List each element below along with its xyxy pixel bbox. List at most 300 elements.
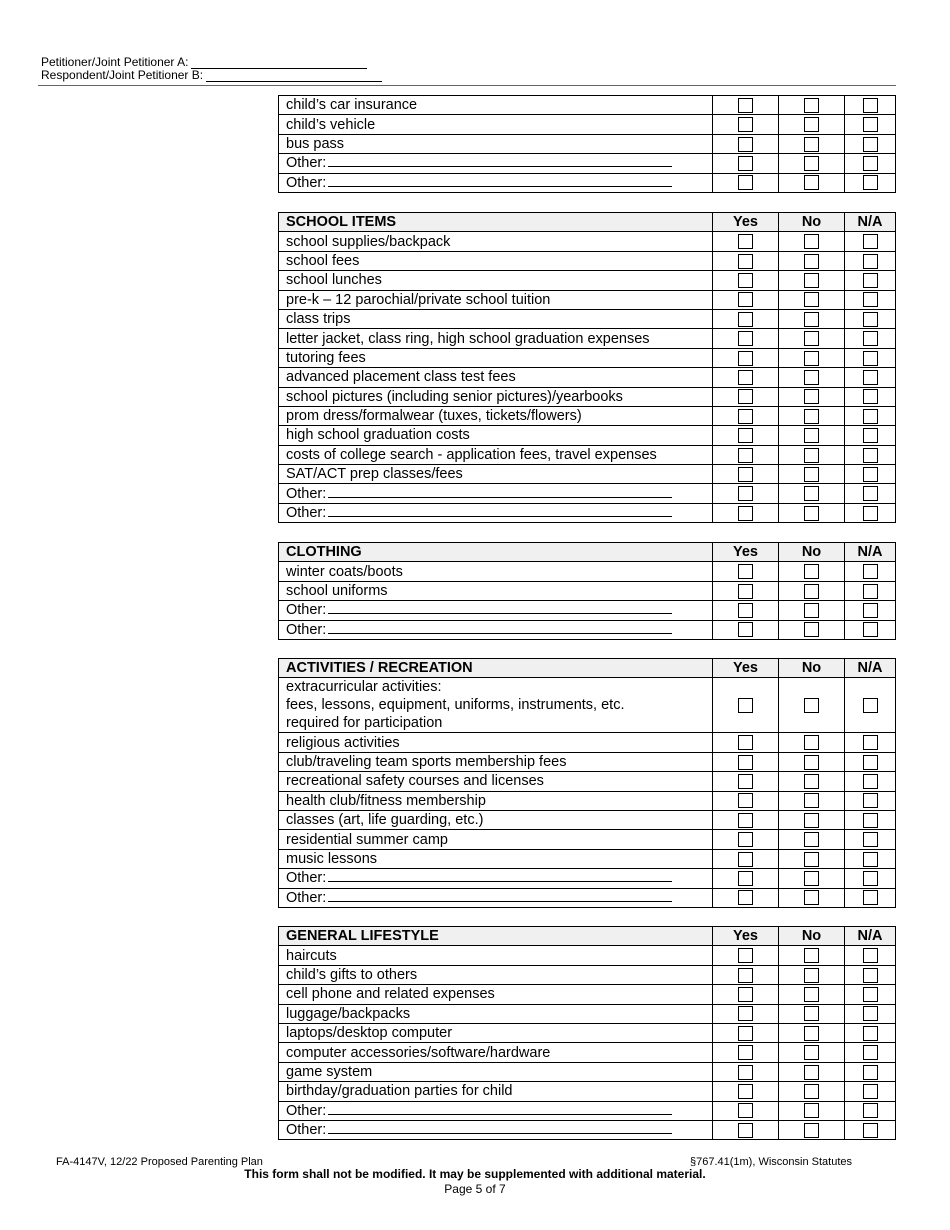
- lifestyle-row-7-no-checkbox[interactable]: [804, 1084, 819, 1099]
- checkbox-cell-yes: [713, 387, 779, 406]
- checkbox-cell-na: [845, 271, 896, 290]
- checkbox-cell-na: [845, 290, 896, 309]
- lifestyle-row-9-no-checkbox[interactable]: [804, 1123, 819, 1138]
- school-row-6-yes-checkbox[interactable]: [738, 351, 753, 366]
- checkbox-cell-na: [845, 581, 896, 600]
- checkbox-cell-no: [779, 946, 845, 965]
- lifestyle-row-7-yes-checkbox[interactable]: [738, 1084, 753, 1099]
- table-row: [279, 232, 896, 251]
- item-label-cell: [279, 445, 713, 464]
- activities-row-2-no-checkbox[interactable]: [804, 774, 819, 789]
- checkbox-cell-yes: [713, 965, 779, 984]
- activities-header-row: [279, 659, 896, 678]
- checkbox-cell-no: [779, 115, 845, 134]
- checkbox-cell-na: [845, 678, 896, 733]
- activities-row-5-no-checkbox[interactable]: [804, 832, 819, 847]
- item-label: Other:: [286, 889, 327, 906]
- school-row-5-na-checkbox[interactable]: [863, 331, 878, 346]
- clothing-row-3-yes-checkbox[interactable]: [738, 622, 753, 637]
- activities-row-8-yes-checkbox[interactable]: [738, 890, 753, 905]
- item-label: high school graduation costs: [286, 427, 470, 444]
- checkbox-cell-no: [779, 1023, 845, 1042]
- activities-body: [279, 659, 896, 908]
- school-row-2-na-checkbox[interactable]: [863, 273, 878, 288]
- lifestyle-row-1-na-checkbox[interactable]: [863, 968, 878, 983]
- activities-row-0-yes-checkbox[interactable]: [738, 735, 753, 750]
- activities-row-7-yes-checkbox[interactable]: [738, 871, 753, 886]
- modification-notice: This form shall not be modified. It may be supplemented with additional material.: [244, 1167, 706, 1181]
- checkbox-cell-no: [779, 1082, 845, 1101]
- school-row-2-yes-checkbox[interactable]: [738, 273, 753, 288]
- item-label-cell: [279, 1062, 713, 1081]
- table-row: [279, 601, 896, 620]
- item-label: club/traveling team sports membership fees: [286, 753, 567, 770]
- school-row-13-no-checkbox[interactable]: [804, 486, 819, 501]
- item-label-cell: [279, 290, 713, 309]
- activities-row-4-na-checkbox[interactable]: [863, 813, 878, 828]
- lifestyle-row-0-yes-checkbox[interactable]: [738, 948, 753, 963]
- table-row: [279, 1101, 896, 1120]
- checkbox-cell-na: [845, 869, 896, 888]
- activities-row-4-no-checkbox[interactable]: [804, 813, 819, 828]
- checkbox-cell-no: [779, 1120, 845, 1139]
- form-id: FA-4147V, 12/22 Proposed Parenting Plan: [56, 1156, 263, 1168]
- item-label-cell: [279, 869, 713, 888]
- school-row-10-yes-checkbox[interactable]: [738, 428, 753, 443]
- checkbox-cell-no: [779, 465, 845, 484]
- checkbox-cell-na: [845, 251, 896, 270]
- checkbox-cell-yes: [713, 173, 779, 192]
- activities-row-6-na-checkbox[interactable]: [863, 852, 878, 867]
- petitioner-name-field[interactable]: [191, 57, 367, 69]
- lifestyle-row-8-no-checkbox[interactable]: [804, 1103, 819, 1118]
- checkbox-cell-no: [779, 830, 845, 849]
- item-label: school uniforms: [286, 582, 388, 599]
- item-label-cell: [279, 965, 713, 984]
- activities-row-0-na-checkbox[interactable]: [863, 735, 878, 750]
- transport-row-2-yes-checkbox[interactable]: [738, 137, 753, 152]
- clothing-row-3-na-checkbox[interactable]: [863, 622, 878, 637]
- school-row-8-no-checkbox[interactable]: [804, 389, 819, 404]
- table-row: [279, 96, 896, 115]
- checkbox-cell-yes: [713, 581, 779, 600]
- checkbox-cell-na: [845, 465, 896, 484]
- checkbox-cell-na: [845, 1004, 896, 1023]
- school-row-3-no-checkbox[interactable]: [804, 292, 819, 307]
- transport-row-3-na-checkbox[interactable]: [863, 156, 878, 171]
- general-lifestyle-body: [279, 927, 896, 1140]
- school-row-13-yes-checkbox[interactable]: [738, 486, 753, 501]
- school-row-4-yes-checkbox[interactable]: [738, 312, 753, 327]
- school-row-1-yes-checkbox[interactable]: [738, 254, 753, 269]
- school-row-4-na-checkbox[interactable]: [863, 312, 878, 327]
- checkbox-cell-no: [779, 810, 845, 829]
- checkbox-cell-no: [779, 271, 845, 290]
- transport-row-0-yes-checkbox[interactable]: [738, 98, 753, 113]
- item-label-cell: [279, 1023, 713, 1042]
- checkbox-cell-no: [779, 772, 845, 791]
- school-row-12-na-checkbox[interactable]: [863, 467, 878, 482]
- checkbox-cell-yes: [713, 1043, 779, 1062]
- school-row-6-na-checkbox[interactable]: [863, 351, 878, 366]
- table-row: [279, 772, 896, 791]
- checkbox-cell-na: [845, 406, 896, 425]
- school-row-8-na-checkbox[interactable]: [863, 389, 878, 404]
- item-label-cell: [279, 1004, 713, 1023]
- column-header-na: N/A: [845, 659, 896, 678]
- checkbox-cell-yes: [713, 348, 779, 367]
- item-label-cell: [279, 733, 713, 752]
- lifestyle-header-row: [279, 927, 896, 946]
- school-items-body: [279, 213, 896, 523]
- school-row-10-no-checkbox[interactable]: [804, 428, 819, 443]
- table-row: [279, 581, 896, 600]
- table-row: [279, 290, 896, 309]
- table-row: [279, 733, 896, 752]
- activities-row-7-na-checkbox[interactable]: [863, 871, 878, 886]
- activities-row-0-no-checkbox[interactable]: [804, 735, 819, 750]
- checkbox-cell-no: [779, 329, 845, 348]
- column-header-yes: Yes: [713, 543, 779, 562]
- transport-row-0-no-checkbox[interactable]: [804, 98, 819, 113]
- table-row: [279, 562, 896, 581]
- transport-row-1-no-checkbox[interactable]: [804, 117, 819, 132]
- school-row-12-yes-checkbox[interactable]: [738, 467, 753, 482]
- other-specify-field[interactable]: [328, 504, 672, 517]
- activities-row-4-yes-checkbox[interactable]: [738, 813, 753, 828]
- item-label-cell: [279, 115, 713, 134]
- checkbox-cell-yes: [713, 271, 779, 290]
- statute-ref: §767.41(1m), Wisconsin Statutes: [689, 1156, 852, 1168]
- activities-row-2-na-checkbox[interactable]: [863, 774, 878, 789]
- section-title: ACTIVITIES / RECREATION: [279, 659, 713, 678]
- checkbox-cell-na: [845, 810, 896, 829]
- transport-row-2-no-checkbox[interactable]: [804, 137, 819, 152]
- item-label: computer accessories/software/hardware: [286, 1044, 551, 1061]
- lifestyle-row-5-no-checkbox[interactable]: [804, 1045, 819, 1060]
- checkbox-cell-na: [845, 946, 896, 965]
- school-row-14-yes-checkbox[interactable]: [738, 506, 753, 521]
- transport-row-4-no-checkbox[interactable]: [804, 175, 819, 190]
- lifestyle-row-4-na-checkbox[interactable]: [863, 1026, 878, 1041]
- activities-row-3-no-checkbox[interactable]: [804, 793, 819, 808]
- school-row-7-yes-checkbox[interactable]: [738, 370, 753, 385]
- item-label-cell: [279, 772, 713, 791]
- item-label: Other:: [286, 485, 327, 502]
- checkbox-cell-yes: [713, 251, 779, 270]
- table-row: [279, 465, 896, 484]
- checkbox-cell-yes: [713, 946, 779, 965]
- clothing-row-3-no-checkbox[interactable]: [804, 622, 819, 637]
- item-label-cell: [279, 232, 713, 251]
- activities-row-1-no-checkbox[interactable]: [804, 755, 819, 770]
- lifestyle-row-1-no-checkbox[interactable]: [804, 968, 819, 983]
- school-row-8-yes-checkbox[interactable]: [738, 389, 753, 404]
- clothing-row-0-yes-checkbox[interactable]: [738, 564, 753, 579]
- transport-row-4-yes-checkbox[interactable]: [738, 175, 753, 190]
- checkbox-cell-no: [779, 1004, 845, 1023]
- checkbox-cell-no: [779, 251, 845, 270]
- checkbox-cell-no: [779, 678, 845, 733]
- checkbox-cell-no: [779, 869, 845, 888]
- school-items-table: [278, 212, 896, 523]
- table-row: [279, 849, 896, 868]
- checkbox-cell-yes: [713, 869, 779, 888]
- item-label: recreational safety courses and licenses: [286, 773, 544, 790]
- table-row: [279, 946, 896, 965]
- item-label: haircuts: [286, 947, 337, 964]
- lifestyle-row-7-na-checkbox[interactable]: [863, 1084, 878, 1099]
- item-label-cell: [279, 791, 713, 810]
- checkbox-cell-na: [845, 752, 896, 771]
- table-row: [279, 251, 896, 270]
- page-number: Page 5 of 7: [444, 1182, 506, 1196]
- transport-body: [279, 96, 896, 193]
- lifestyle-row-6-no-checkbox[interactable]: [804, 1065, 819, 1080]
- checkbox-cell-yes: [713, 1120, 779, 1139]
- checkbox-cell-no: [779, 1101, 845, 1120]
- lifestyle-row-6-yes-checkbox[interactable]: [738, 1065, 753, 1080]
- activities-row-6-no-checkbox[interactable]: [804, 852, 819, 867]
- item-label: letter jacket, class ring, high school graduation expenses: [286, 330, 650, 347]
- checkbox-cell-yes: [713, 562, 779, 581]
- party-header: [41, 56, 382, 82]
- item-label: school pictures (including senior pictures)/yearbooks: [286, 388, 623, 405]
- lifestyle-row-5-na-checkbox[interactable]: [863, 1045, 878, 1060]
- school-row-4-no-checkbox[interactable]: [804, 312, 819, 327]
- lifestyle-row-2-na-checkbox[interactable]: [863, 987, 878, 1002]
- table-row: [279, 154, 896, 173]
- school-row-1-no-checkbox[interactable]: [804, 254, 819, 269]
- transport-row-1-yes-checkbox[interactable]: [738, 117, 753, 132]
- school-row-0-no-checkbox[interactable]: [804, 234, 819, 249]
- header-divider: [38, 85, 896, 86]
- item-label: residential summer camp: [286, 831, 448, 848]
- table-row: [279, 173, 896, 192]
- checkbox-cell-yes: [713, 465, 779, 484]
- school-row-0-yes-checkbox[interactable]: [738, 234, 753, 249]
- school-row-13-na-checkbox[interactable]: [863, 486, 878, 501]
- checkbox-cell-no: [779, 348, 845, 367]
- school-row-5-no-checkbox[interactable]: [804, 331, 819, 346]
- item-label: Other:: [286, 870, 327, 887]
- activities-row-5-yes-checkbox[interactable]: [738, 832, 753, 847]
- other-specify-field[interactable]: [328, 621, 672, 634]
- item-label: Other:: [286, 602, 327, 619]
- school-row-10-na-checkbox[interactable]: [863, 428, 878, 443]
- lifestyle-row-9-na-checkbox[interactable]: [863, 1123, 878, 1138]
- school-row-11-na-checkbox[interactable]: [863, 448, 878, 463]
- lifestyle-row-2-yes-checkbox[interactable]: [738, 987, 753, 1002]
- lifestyle-row-8-yes-checkbox[interactable]: [738, 1103, 753, 1118]
- school-row-12-no-checkbox[interactable]: [804, 467, 819, 482]
- lifestyle-row-0-na-checkbox[interactable]: [863, 948, 878, 963]
- item-label-cell: [279, 134, 713, 153]
- lifestyle-row-3-na-checkbox[interactable]: [863, 1006, 878, 1021]
- checkbox-cell-na: [845, 1043, 896, 1062]
- activities-row-5-na-checkbox[interactable]: [863, 832, 878, 847]
- activities-row-first-yes-checkbox[interactable]: [738, 698, 753, 713]
- activities-row-first-na-checkbox[interactable]: [863, 698, 878, 713]
- checkbox-cell-no: [779, 96, 845, 115]
- activities-row-1-yes-checkbox[interactable]: [738, 755, 753, 770]
- item-label-cell: [279, 503, 713, 522]
- school-row-11-no-checkbox[interactable]: [804, 448, 819, 463]
- lifestyle-row-3-yes-checkbox[interactable]: [738, 1006, 753, 1021]
- school-row-1-na-checkbox[interactable]: [863, 254, 878, 269]
- checkbox-cell-yes: [713, 426, 779, 445]
- checkbox-cell-yes: [713, 232, 779, 251]
- table-row: [279, 1043, 896, 1062]
- checkbox-cell-na: [845, 772, 896, 791]
- checkbox-cell-yes: [713, 445, 779, 464]
- item-label: Other:: [286, 155, 327, 172]
- item-label-cell: [279, 581, 713, 600]
- other-specify-field[interactable]: [328, 1102, 672, 1115]
- clothing-row-2-na-checkbox[interactable]: [863, 603, 878, 618]
- school-row-5-yes-checkbox[interactable]: [738, 331, 753, 346]
- school-row-14-no-checkbox[interactable]: [804, 506, 819, 521]
- checkbox-cell-no: [779, 1043, 845, 1062]
- clothing-row-2-yes-checkbox[interactable]: [738, 603, 753, 618]
- school-header-row: [279, 213, 896, 232]
- transport-row-4-na-checkbox[interactable]: [863, 175, 878, 190]
- school-row-7-na-checkbox[interactable]: [863, 370, 878, 385]
- school-row-6-no-checkbox[interactable]: [804, 351, 819, 366]
- checkbox-cell-na: [845, 849, 896, 868]
- clothing-row-0-na-checkbox[interactable]: [863, 564, 878, 579]
- table-row: [279, 888, 896, 907]
- item-label-cell: [279, 752, 713, 771]
- table-row: [279, 791, 896, 810]
- checkbox-cell-no: [779, 581, 845, 600]
- table-row: [279, 830, 896, 849]
- table-row: [279, 368, 896, 387]
- item-label: birthday/graduation parties for child: [286, 1083, 513, 1100]
- activities-row-8-no-checkbox[interactable]: [804, 890, 819, 905]
- school-row-9-no-checkbox[interactable]: [804, 409, 819, 424]
- lifestyle-row-8-na-checkbox[interactable]: [863, 1103, 878, 1118]
- clothing-row-1-yes-checkbox[interactable]: [738, 584, 753, 599]
- activities-row-2-yes-checkbox[interactable]: [738, 774, 753, 789]
- school-row-0-na-checkbox[interactable]: [863, 234, 878, 249]
- other-specify-field[interactable]: [328, 889, 672, 902]
- item-label: advanced placement class test fees: [286, 369, 516, 386]
- checkbox-cell-no: [779, 733, 845, 752]
- clothing-body: [279, 543, 896, 640]
- other-specify-field[interactable]: [328, 485, 672, 498]
- checkbox-cell-no: [779, 309, 845, 328]
- activities-row-8-na-checkbox[interactable]: [863, 890, 878, 905]
- lifestyle-row-0-no-checkbox[interactable]: [804, 948, 819, 963]
- clothing-row-0-no-checkbox[interactable]: [804, 564, 819, 579]
- checkbox-cell-yes: [713, 154, 779, 173]
- lifestyle-row-5-yes-checkbox[interactable]: [738, 1045, 753, 1060]
- clothing-row-2-no-checkbox[interactable]: [804, 603, 819, 618]
- other-specify-field[interactable]: [328, 154, 672, 167]
- checkbox-cell-na: [845, 601, 896, 620]
- table-row: [279, 329, 896, 348]
- activities-row-1-na-checkbox[interactable]: [863, 755, 878, 770]
- item-label-cell: [279, 946, 713, 965]
- activities-row-first-no-checkbox[interactable]: [804, 698, 819, 713]
- lifestyle-row-4-yes-checkbox[interactable]: [738, 1026, 753, 1041]
- item-label-cell: [279, 562, 713, 581]
- school-row-14-na-checkbox[interactable]: [863, 506, 878, 521]
- transport-row-0-na-checkbox[interactable]: [863, 98, 878, 113]
- checkbox-cell-na: [845, 965, 896, 984]
- item-label: tutoring fees: [286, 349, 366, 366]
- lifestyle-row-2-no-checkbox[interactable]: [804, 987, 819, 1002]
- item-label: cell phone and related expenses: [286, 986, 495, 1003]
- checkbox-cell-yes: [713, 115, 779, 134]
- checkbox-cell-no: [779, 1062, 845, 1081]
- item-label: bus pass: [286, 135, 345, 152]
- item-label-line: required for participation: [286, 715, 443, 732]
- column-header-no: No: [779, 543, 845, 562]
- lifestyle-row-9-yes-checkbox[interactable]: [738, 1123, 753, 1138]
- table-row: [279, 752, 896, 771]
- transport-row-2-na-checkbox[interactable]: [863, 137, 878, 152]
- school-row-3-yes-checkbox[interactable]: [738, 292, 753, 307]
- activities-table: [278, 658, 896, 908]
- clothing-row-1-no-checkbox[interactable]: [804, 584, 819, 599]
- other-specify-field[interactable]: [328, 1121, 672, 1134]
- respondent-name-field[interactable]: [206, 70, 382, 82]
- checkbox-cell-yes: [713, 1082, 779, 1101]
- school-row-11-yes-checkbox[interactable]: [738, 448, 753, 463]
- checkbox-cell-yes: [713, 309, 779, 328]
- lifestyle-row-3-no-checkbox[interactable]: [804, 1006, 819, 1021]
- lifestyle-row-4-no-checkbox[interactable]: [804, 1026, 819, 1041]
- item-label: luggage/backpacks: [286, 1005, 411, 1022]
- activities-row-6-yes-checkbox[interactable]: [738, 852, 753, 867]
- checkbox-cell-no: [779, 368, 845, 387]
- checkbox-cell-yes: [713, 1101, 779, 1120]
- other-specify-field[interactable]: [328, 601, 672, 614]
- transport-row-3-yes-checkbox[interactable]: [738, 156, 753, 171]
- lifestyle-row-6-na-checkbox[interactable]: [863, 1065, 878, 1080]
- activities-row-3-na-checkbox[interactable]: [863, 793, 878, 808]
- checkbox-cell-yes: [713, 503, 779, 522]
- column-header-na: N/A: [845, 927, 896, 946]
- checkbox-cell-no: [779, 888, 845, 907]
- transport-row-3-no-checkbox[interactable]: [804, 156, 819, 171]
- school-row-7-no-checkbox[interactable]: [804, 370, 819, 385]
- checkbox-cell-no: [779, 484, 845, 503]
- checkbox-cell-na: [845, 733, 896, 752]
- table-row: [279, 869, 896, 888]
- checkbox-cell-no: [779, 406, 845, 425]
- table-row: [279, 620, 896, 639]
- school-row-9-na-checkbox[interactable]: [863, 409, 878, 424]
- checkbox-cell-yes: [713, 96, 779, 115]
- lifestyle-row-1-yes-checkbox[interactable]: [738, 968, 753, 983]
- checkbox-cell-na: [845, 1101, 896, 1120]
- item-label-cell: [279, 251, 713, 270]
- checkbox-cell-yes: [713, 368, 779, 387]
- other-specify-field[interactable]: [328, 174, 672, 187]
- school-row-3-na-checkbox[interactable]: [863, 292, 878, 307]
- clothing-row-1-na-checkbox[interactable]: [863, 584, 878, 599]
- other-specify-field[interactable]: [328, 869, 672, 882]
- school-row-2-no-checkbox[interactable]: [804, 273, 819, 288]
- item-label: school supplies/backpack: [286, 233, 451, 250]
- activities-row-7-no-checkbox[interactable]: [804, 871, 819, 886]
- transport-row-1-na-checkbox[interactable]: [863, 117, 878, 132]
- school-row-9-yes-checkbox[interactable]: [738, 409, 753, 424]
- activities-row-3-yes-checkbox[interactable]: [738, 793, 753, 808]
